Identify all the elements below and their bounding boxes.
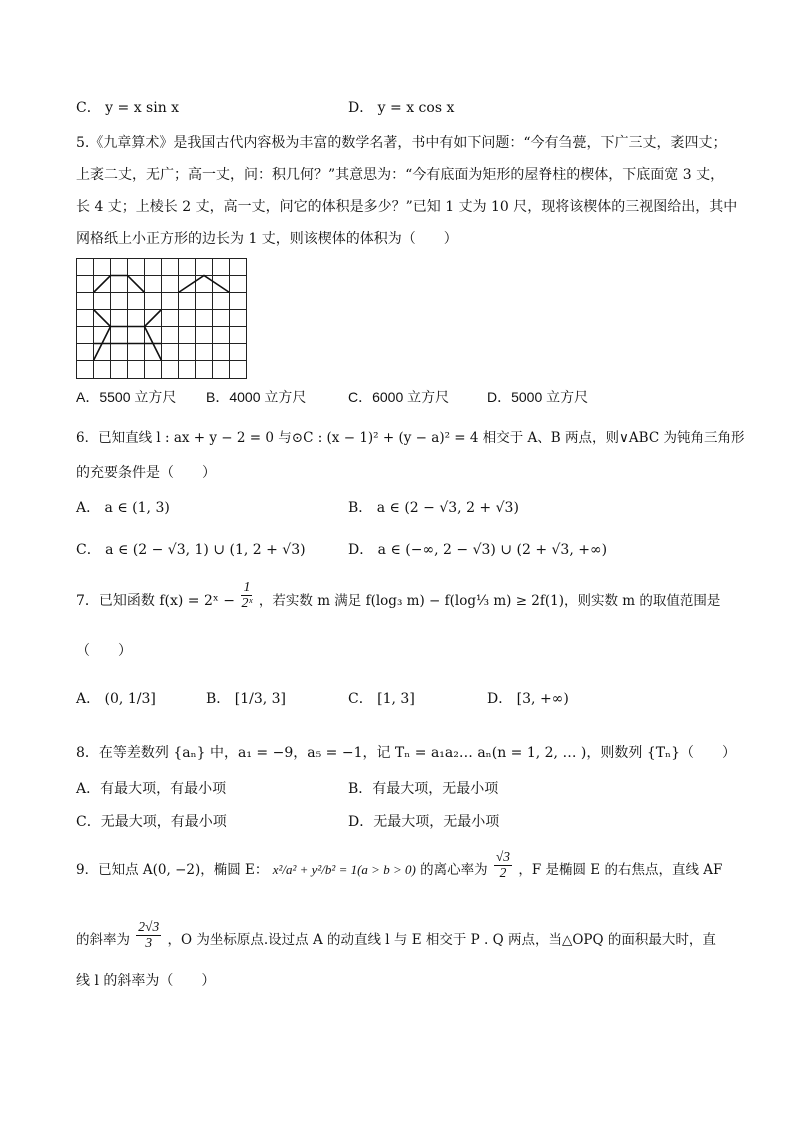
q5-text-line-1: 5.《九章算术》是我国古代内容极为丰富的数学名著，书中有如下问题：“今有刍甍，下广三丈，袤四丈；	[76, 135, 727, 151]
q7-fraction-numerator: 1	[243, 580, 251, 595]
q6-text-line-1: 6．已知直线 l : ax + y − 2 = 0 与⊙C : (x − 1)² + (y − a)² = 4 相交于 A、B 两点，则∨ABC 为钝角三角形	[76, 430, 745, 446]
q7-question-line-1	[76, 580, 721, 612]
q7-text-start: 7．已知函数 f(x) = 2ˣ −	[76, 592, 236, 609]
q5-text-line-3: 长 4 丈；上棱长 2 丈，高一丈，问它的体积是多少？”已知 1 丈为 10 尺，现将该楔体的三视图给出，其中	[76, 199, 738, 215]
q8-option-c: C．无最大项，有最小项	[76, 814, 227, 830]
q7-option-a: A． (0, 1/3]	[76, 691, 156, 707]
q7-text-line-2: （ ）	[76, 643, 132, 659]
q7-option-d: D． [3, +∞)	[487, 691, 569, 707]
q9-text-end: ，F 是椭圆 E 的右焦点，直线 AF	[518, 861, 723, 878]
q5-option-a: A．5500 立方尺	[76, 389, 177, 405]
q9-eccentricity-label: 的离心率为	[420, 861, 488, 878]
q7-option-c: C． [1, 3]	[348, 691, 415, 707]
q8-text-line-1: 8．在等差数列 {aₙ} 中，a₁ = −9，a₅ = −1，记 Tₙ = a₁a₂… aₙ(n = 1, 2, … )，则数列 {Tₙ}（ ）	[76, 745, 737, 761]
q9-text-line-3: 线 l 的斜率为（ ）	[76, 973, 216, 989]
q7-option-b: B． [1/3, 3]	[206, 691, 287, 707]
q9-eccentricity-denominator: 2	[499, 864, 507, 880]
q5-text-line-2: 上袤二丈，无广；高一丈，问：积几何？”其意思为：“今有底面为矩形的屋脊柱的楔体，下底面宽 3 丈，	[76, 167, 725, 183]
q9-question-line-2	[76, 919, 716, 951]
q8-option-d: D．无最大项，无最小项	[348, 814, 500, 830]
q9-question-line-1	[76, 849, 723, 881]
q9-ellipse-equation: x²/a² + y²/b² = 1(a > b > 0)	[272, 861, 416, 877]
q7-fraction	[241, 580, 252, 612]
q9-slope-fraction	[136, 920, 161, 951]
q5-option-b: B．4000 立方尺	[206, 389, 307, 405]
q6-text-line-2: 的充要条件是（ ）	[76, 465, 216, 481]
q8-option-a: A．有最大项，有最小项	[76, 781, 227, 797]
q9-eccentricity-numerator: √3	[495, 849, 511, 864]
q4-option-d: D． y = x cos x	[348, 100, 455, 116]
q4-option-c: C． y = x sin x	[76, 100, 180, 116]
q6-option-b: B． a ∈ (2 − √3, 2 + √3)	[348, 500, 519, 516]
q9-text-line-2-rest: ，O 为坐标原点.设过点 A 的动直线 l 与 E 相交于 P . Q 两点，当△OPQ 的面积最大时，直	[167, 931, 716, 948]
q7-fraction-denominator: 2ˣ	[241, 596, 253, 612]
three-view-grid-figure	[76, 258, 248, 380]
q6-option-d: D． a ∈ (−∞, 2 − √3) ∪ (2 + √3, +∞)	[348, 542, 608, 558]
q9-slope-label: 的斜率为	[76, 931, 130, 948]
q5-text-line-4: 网格纸上小正方形的边长为 1 丈，则该楔体的体积为（ ）	[76, 231, 458, 247]
q7-text-end: ，若实数 m 满足 f(log₃ m) − f(log⅓ m) ≥ 2f(1)，则实数 m 的取值范围是	[258, 592, 721, 609]
q5-option-c: C．6000 立方尺	[348, 389, 450, 405]
q8-option-b: B．有最大项，无最小项	[348, 781, 499, 797]
q5-option-d: D．5000 立方尺	[487, 389, 589, 405]
q6-option-a: A． a ∈ (1, 3)	[76, 500, 170, 516]
q9-slope-denominator: 3	[145, 934, 153, 950]
q9-text-start: 9．已知点 A(0, −2)，椭圆 E：	[76, 861, 269, 878]
q9-eccentricity-fraction	[494, 850, 512, 881]
q9-slope-numerator: 2√3	[138, 919, 160, 934]
q6-option-c: C． a ∈ (2 − √3, 1) ∪ (1, 2 + √3)	[76, 542, 306, 558]
